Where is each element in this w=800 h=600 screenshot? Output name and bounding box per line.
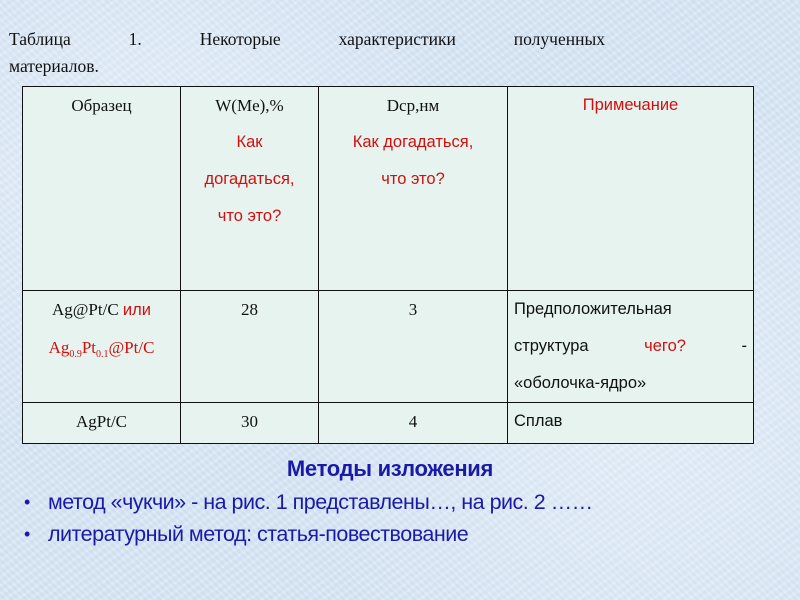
- note-word: структура: [514, 337, 589, 355]
- header-d: [319, 87, 508, 291]
- note-line: [514, 328, 747, 365]
- materials-table: [22, 86, 754, 444]
- bullet-icon: •: [24, 524, 30, 544]
- caption-word: полученных: [513, 29, 605, 49]
- caption-word: Некоторые: [199, 29, 281, 49]
- cell-d: 3: [319, 291, 508, 403]
- header-d-note: [325, 124, 501, 198]
- note-line: Предположительная: [514, 300, 672, 318]
- methods-title: Методы изложения: [286, 456, 494, 481]
- caption-line-1: [9, 26, 605, 53]
- note-line: что это?: [217, 207, 282, 225]
- sample-alt-formula: [29, 329, 174, 366]
- cell-sample: [23, 291, 181, 403]
- methods-list: [0, 486, 800, 550]
- caption-word: Таблица: [9, 29, 71, 49]
- header-w-note: [187, 124, 312, 235]
- header-w: [181, 87, 319, 291]
- caption-word: 1.: [128, 29, 142, 49]
- header-sample-label: Образец: [71, 96, 132, 115]
- methods-section: [0, 456, 800, 550]
- formula-part: Ag: [48, 338, 70, 357]
- sample-formula: Ag@Pt/C: [52, 300, 119, 319]
- header-w-label: W(Me),%: [215, 96, 284, 115]
- cell-w: 30: [181, 403, 319, 444]
- note-line: «оболочка-ядро»: [514, 374, 647, 392]
- list-item: [24, 486, 800, 518]
- note-line: что это?: [381, 170, 445, 188]
- caption-line-2: материалов.: [9, 56, 99, 76]
- table-header-row: [23, 87, 754, 291]
- header-sample: [23, 87, 181, 291]
- formula-subscript: 0.1: [96, 349, 109, 360]
- formula-subscript: 0.9: [69, 349, 82, 360]
- note-line: Как: [236, 133, 263, 151]
- bullet-icon: •: [24, 492, 30, 512]
- note-word-question: чего?: [644, 337, 686, 355]
- header-note: [508, 87, 754, 291]
- formula-part: Pt: [81, 338, 97, 357]
- formula-part: @Pt/C: [108, 338, 155, 357]
- header-d-label: Dср,нм: [386, 96, 440, 115]
- table-row: [23, 291, 754, 403]
- cell-note: [508, 291, 754, 403]
- header-note-label: Примечание: [582, 96, 679, 114]
- cell-note: Сплав: [508, 403, 754, 444]
- cell-w: 28: [181, 291, 319, 403]
- list-item-text: литературный метод: статья-повествование: [48, 522, 469, 546]
- table-row: [23, 403, 754, 444]
- cell-sample: AgPt/C: [23, 403, 181, 444]
- sample-line-1: [29, 291, 174, 329]
- note-word: -: [741, 337, 747, 355]
- note-line: Как догадаться,: [352, 133, 474, 151]
- cell-d: 4: [319, 403, 508, 444]
- note-line: догадаться,: [204, 170, 295, 188]
- list-item-text: метод «чукчи» - на рис. 1 представлены…, на рис. 2 ……: [48, 490, 593, 514]
- table-caption: [9, 26, 605, 80]
- caption-word: характеристики: [338, 29, 456, 49]
- list-item: [24, 518, 800, 550]
- sample-or: или: [122, 301, 151, 319]
